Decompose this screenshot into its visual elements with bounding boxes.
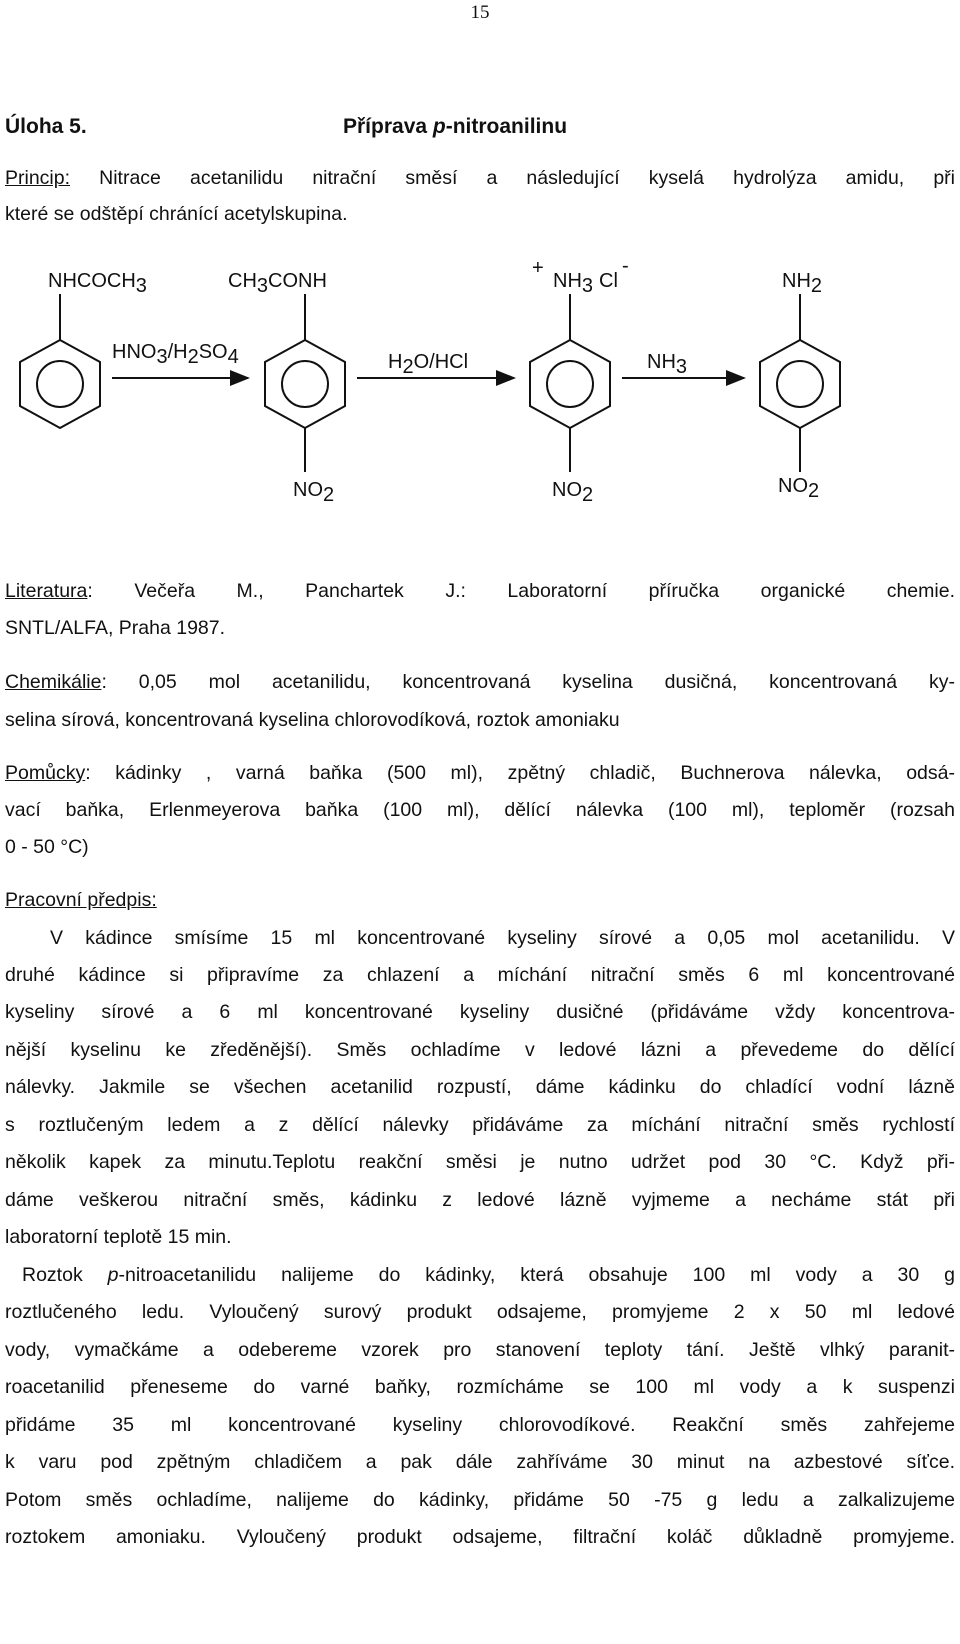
label-no2-2: NO2 (552, 479, 594, 506)
label-plus-charge: + (532, 257, 544, 279)
literature-label: Literatura (5, 580, 88, 602)
benzene-ring-1 (20, 340, 100, 428)
page-number: 15 (470, 2, 490, 23)
label-nh3-cl: NH3 Cl (553, 270, 618, 297)
chemicals-label: Chemikálie (5, 671, 102, 693)
reaction-scheme (0, 250, 960, 520)
reagent-h2o-hcl: H2O/HCl (388, 351, 469, 378)
procedure-p1-line-9: laboratorní teplotě 15 min. (5, 1226, 232, 1248)
procedure-p1-line-8: dáme veškerou nitrační směs, kádinku z ledové lázně vyjmeme a necháme stát při (5, 1189, 955, 1211)
procedure-p1-line-1: V kádince smísíme 15 ml koncentrované kyseliny sírové a 0,05 mol acetanilidu. V (50, 927, 955, 949)
label-no2-3: NO2 (778, 475, 820, 502)
procedure-p2-line-3: vody, vymačkáme a odebereme vzorek pro stanovení teploty tání. Ještě vlhký paranit- (5, 1339, 955, 1361)
literature-line-2: SNTL/ALFA, Praha 1987. (5, 617, 226, 639)
label-minus-charge: - (622, 255, 629, 277)
chemicals-line-1: Chemikálie: 0,05 mol acetanilidu, koncentrovaná kyselina dusičná, koncentrovaná ky- (5, 671, 955, 693)
label-nhcoch3: NHCOCH3 (48, 270, 147, 297)
benzene-ring-3 (530, 340, 610, 428)
label-no2-1: NO2 (293, 479, 335, 506)
procedure-p2-line-7: Potom směs ochladíme, nalijeme do kádinky, přidáme 50 -75 g ledu a zalkalizujeme (5, 1489, 955, 1511)
label-ch3conh: CH3CONH (228, 270, 327, 297)
procedure-p2-line-2: roztlučeného ledu. Vyloučený surový produkt odsajeme, promyjeme 2 x 50 ml ledové (5, 1301, 955, 1323)
reagent-hno3-h2so4: HNO3/H2SO4 (112, 341, 239, 368)
principle-line-2: které se odštěpí chránící acetylskupina. (5, 203, 348, 225)
equipment-line-3: 0 - 50 °C) (5, 836, 89, 858)
procedure-p2-line-5: přidáme 35 ml koncentrované kyseliny chlorovodíkové. Reakční směs zahřejeme (5, 1414, 955, 1436)
procedure-p1-line-3: kyseliny sírové a 6 ml koncentrované kyseliny dusičné (přidáváme vždy koncentrova- (5, 1001, 955, 1023)
task-title: Příprava p-nitroanilinu (343, 115, 568, 138)
procedure-p1-line-6: s roztlučeným ledem a z dělící nálevky přidáváme za míchání nitrační směs rychlostí (5, 1114, 955, 1136)
procedure-p1-line-7: několik kapek za minutu.Teplotu reakční směsi je nutno udržet pod 30 °C. Když při- (5, 1151, 955, 1173)
procedure-label: Pracovní předpis: (5, 889, 157, 911)
procedure-p1-line-2: druhé kádince si připravíme za chlazení a míchání nitrační směs 6 ml koncentrované (5, 964, 955, 986)
equipment-label: Pomůcky (5, 762, 86, 784)
procedure-p2-line-8: roztokem amoniaku. Vyloučený produkt odsajeme, filtrační koláč důkladně promyjeme. (5, 1526, 955, 1548)
procedure-p2-line-1: Roztok p-nitroacetanilidu nalijeme do kádinky, která obsahuje 100 ml vody a 30 g (22, 1264, 955, 1286)
chemicals-line-2: selina sírová, koncentrovaná kyselina chlorovodíková, roztok amoniaku (5, 709, 620, 731)
equipment-line-2: vací baňka, Erlenmeyerova baňka (100 ml), dělící nálevka (100 ml), teploměr (rozsah (5, 799, 955, 821)
procedure-p1-line-4: nější kyselinu ke zředěnější). Směs ochladíme v ledové lázni a převedeme do dělící (5, 1039, 955, 1061)
principle-line-1: Princip: Nitrace acetanilidu nitrační směsí a následující kyselá hydrolýza amidu, při (5, 167, 955, 189)
label-nh2: NH2 (782, 270, 823, 297)
principle-label: Princip: (5, 167, 71, 189)
procedure-p1-line-5: nálevky. Jakmile se všechen acetanilid rozpustí, dáme kádinku do chladící vodní lázně (5, 1076, 955, 1098)
benzene-ring-2 (265, 340, 345, 428)
benzene-ring-4 (760, 340, 840, 428)
literature-line-1: Literatura: Večeřa M., Panchartek J.: Laboratorní příručka organické chemie. (5, 580, 955, 602)
procedure-p2-line-4: roacetanilid přeneseme do varné baňky, rozmícháme se 100 ml vody a k suspenzi (5, 1376, 955, 1398)
procedure-p2-line-6: k varu pod zpětným chladičem a pak dále zahříváme 30 minut na azbestové síťce. (5, 1451, 955, 1473)
equipment-line-1: Pomůcky: kádinky , varná baňka (500 ml), zpětný chladič, Buchnerova nálevka, odsá- (5, 762, 955, 784)
task-heading-label: Úloha 5. (5, 115, 87, 138)
reagent-nh3: NH3 (647, 351, 688, 378)
